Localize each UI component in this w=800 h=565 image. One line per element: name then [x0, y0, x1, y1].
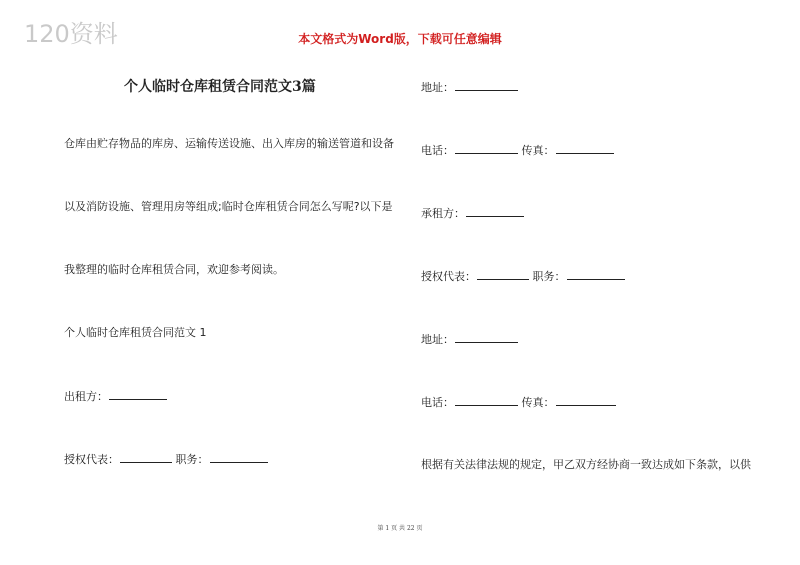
fax-label: 传真：: [521, 144, 555, 157]
phone-label: 电话：: [421, 144, 454, 157]
lessor-blank: [109, 387, 167, 400]
position-label: 职务：: [532, 270, 566, 283]
address-field-2: [421, 330, 518, 347]
lessee-rep-field: [421, 267, 625, 284]
phone-label: 电话：: [421, 396, 454, 409]
address-blank: [455, 330, 518, 343]
format-banner: 本文格式为Word版，下载可任意编辑: [298, 32, 502, 46]
intro-line-1: 仓库由贮存物品的库房、运输传送设施、出入库房的输送管道和设备: [64, 137, 394, 150]
phone-blank: [455, 141, 518, 154]
position-label: 职务：: [175, 453, 209, 466]
position-blank: [210, 450, 268, 463]
phone-blank: [455, 393, 518, 406]
address-blank: [455, 78, 518, 91]
section-heading-1: 个人临时仓库租赁合同范文 1: [64, 326, 207, 339]
phone-fax-field-1: [421, 141, 614, 158]
rep-label: 授权代表：: [421, 270, 476, 283]
address-label: 地址：: [421, 81, 454, 94]
lessor-field: [64, 387, 167, 404]
lessee-label: 承租方：: [421, 207, 465, 220]
rep-label: 授权代表：: [64, 453, 119, 466]
position-blank: [567, 267, 625, 280]
address-field-1: [421, 78, 518, 95]
intro-line-2: 以及消防设施、管理用房等组成;临时仓库租赁合同怎么写呢?以下是: [64, 200, 393, 213]
rep-blank: [477, 267, 529, 280]
lessee-field: [421, 204, 524, 221]
rep-blank: [120, 450, 172, 463]
fax-blank: [556, 141, 614, 154]
clause-line: 根据有关法律法规的规定，甲乙双方经协商一致达成如下条款，以供: [421, 458, 751, 471]
phone-fax-field-2: [421, 393, 616, 410]
watermark-logo: 120资料: [24, 20, 118, 48]
lessor-label: 出租方：: [64, 390, 108, 403]
fax-label: 传真：: [521, 396, 555, 409]
page-number: 第 1 页 共 22 页: [377, 525, 423, 532]
intro-line-3: 我整理的临时仓库租赁合同，欢迎参考阅读。: [64, 263, 284, 276]
address-label: 地址：: [421, 333, 454, 346]
document-title: 个人临时仓库租赁合同范文3篇: [124, 79, 316, 95]
fax-blank: [556, 393, 616, 406]
lessor-rep-field: [64, 450, 268, 467]
lessee-blank: [466, 204, 524, 217]
